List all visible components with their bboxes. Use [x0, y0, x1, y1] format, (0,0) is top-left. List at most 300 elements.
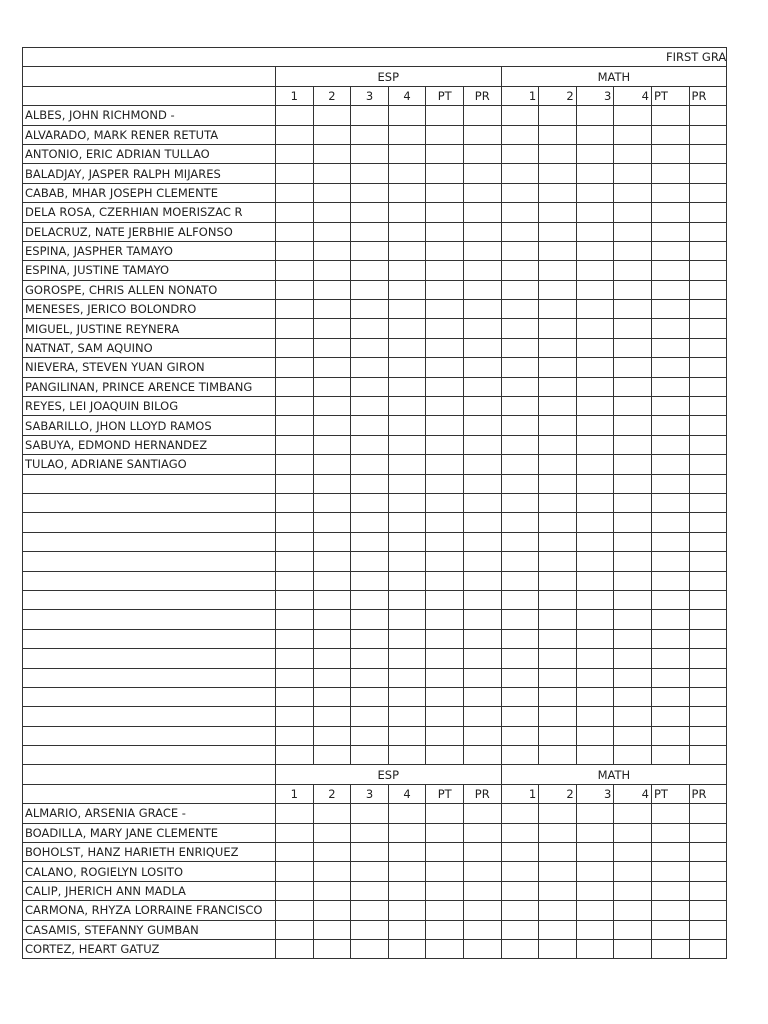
grade-cell: [614, 416, 652, 435]
grade-cell: [501, 687, 539, 706]
grade-cell: [426, 668, 464, 687]
student-row: [23, 164, 727, 183]
grade-cell: [463, 939, 501, 958]
grade-cell: [388, 203, 426, 222]
grade-cell: [463, 183, 501, 202]
grade-cell: [463, 435, 501, 454]
grade-cell: [614, 203, 652, 222]
grade-cell: [501, 222, 539, 241]
grade-cell: [614, 164, 652, 183]
grade-cell: [313, 474, 351, 493]
grade-cell: [351, 241, 389, 260]
grade-cell: [351, 493, 389, 512]
grade-cell: [576, 649, 614, 668]
grade-cell: [463, 377, 501, 396]
grade-cell: [388, 513, 426, 532]
grade-cell: [501, 493, 539, 512]
grade-cell: [689, 590, 727, 609]
grade-cell: [276, 397, 314, 416]
grade-cell: [388, 804, 426, 823]
grade-cell: [276, 241, 314, 260]
grade-cell: [614, 261, 652, 280]
grade-cell: [576, 338, 614, 357]
grade-cell: [388, 726, 426, 745]
subject-header-blank: [23, 765, 276, 784]
grade-cell: [539, 610, 577, 629]
grade-cell: [689, 939, 727, 958]
grade-cell: [689, 203, 727, 222]
grade-cell: [539, 746, 577, 765]
grade-cell: [351, 125, 389, 144]
math-column-header: 3: [576, 86, 614, 105]
grade-cell: [689, 532, 727, 551]
grade-cell: [351, 261, 389, 280]
grade-cell: [651, 241, 689, 260]
grade-cell: [501, 144, 539, 163]
grade-cell: [651, 319, 689, 338]
grade-cell: [576, 183, 614, 202]
grade-cell: [313, 164, 351, 183]
grade-cell: [576, 377, 614, 396]
grade-cell: [351, 939, 389, 958]
grade-cell: [651, 435, 689, 454]
grade-cell: [651, 125, 689, 144]
grade-cell: [576, 416, 614, 435]
grade-cell: [463, 338, 501, 357]
grade-cell: [276, 435, 314, 454]
grade-cell: [313, 280, 351, 299]
grade-cell: [276, 416, 314, 435]
grade-cell: [351, 397, 389, 416]
esp-column-header: 2: [313, 784, 351, 803]
esp-column-header: PT: [426, 784, 464, 803]
student-name: PANGILINAN, PRINCE ARENCE TIMBANG: [23, 377, 276, 396]
grade-cell: [313, 300, 351, 319]
grade-cell: [276, 474, 314, 493]
grade-cell: [539, 377, 577, 396]
student-row: [23, 649, 727, 668]
grade-cell: [351, 610, 389, 629]
subject-header-math: MATH: [501, 765, 727, 784]
grade-cell: [689, 649, 727, 668]
grade-cell: [426, 552, 464, 571]
grade-cell: [539, 455, 577, 474]
grade-cell: [276, 106, 314, 125]
grade-cell: [351, 280, 389, 299]
grade-cell: [501, 843, 539, 862]
grade-cell: [276, 590, 314, 609]
grade-cell: [351, 571, 389, 590]
grade-cell: [689, 862, 727, 881]
student-name: ESPINA, JUSTINE TAMAYO: [23, 261, 276, 280]
grade-cell: [388, 707, 426, 726]
grade-cell: [388, 862, 426, 881]
grade-cell: [463, 144, 501, 163]
grade-cell: [501, 358, 539, 377]
grade-cell: [463, 125, 501, 144]
grade-cell: [313, 397, 351, 416]
grade-cell: [388, 455, 426, 474]
grade-cell: [351, 843, 389, 862]
grade-cell: [501, 629, 539, 648]
grade-cell: [351, 823, 389, 842]
grade-cell: [614, 106, 652, 125]
student-name: ESPINA, JASPHER TAMAYO: [23, 241, 276, 260]
esp-column-header: 3: [351, 86, 389, 105]
grade-cell: [388, 106, 426, 125]
student-name: NATNAT, SAM AQUINO: [23, 338, 276, 357]
grade-cell: [651, 144, 689, 163]
grade-cell: [576, 843, 614, 862]
grade-cell: [501, 707, 539, 726]
student-row: [23, 629, 727, 648]
grade-cell: [388, 241, 426, 260]
grade-cell: [651, 746, 689, 765]
student-name: CABAB, MHAR JOSEPH CLEMENTE: [23, 183, 276, 202]
student-name: ALMARIO, ARSENIA GRACE -: [23, 804, 276, 823]
grade-cell: [689, 144, 727, 163]
student-name: NIEVERA, STEVEN YUAN GIRON: [23, 358, 276, 377]
grade-cell: [463, 610, 501, 629]
grade-cell: [689, 823, 727, 842]
grade-cell: [463, 513, 501, 532]
grade-cell: [651, 843, 689, 862]
section2-subject-header-row: [23, 765, 727, 784]
grade-cell: [463, 280, 501, 299]
grade-cell: [388, 164, 426, 183]
grade-cell: [539, 881, 577, 900]
grade-cell: [651, 222, 689, 241]
grade-cell: [276, 571, 314, 590]
grade-cell: [576, 532, 614, 551]
grade-cell: [689, 455, 727, 474]
grade-cell: [614, 610, 652, 629]
student-row: [23, 513, 727, 532]
student-name: [23, 649, 276, 668]
grade-cell: [426, 862, 464, 881]
grade-cell: [614, 668, 652, 687]
grade-cell: [689, 513, 727, 532]
grade-cell: [463, 164, 501, 183]
grade-cell: [576, 474, 614, 493]
grade-cell: [689, 241, 727, 260]
grade-cell: [388, 397, 426, 416]
grade-cell: [539, 532, 577, 551]
grade-cell: [689, 300, 727, 319]
grade-cell: [276, 901, 314, 920]
grade-cell: [426, 629, 464, 648]
student-name: DELA ROSA, CZERHIAN MOERISZAC R: [23, 203, 276, 222]
grade-cell: [351, 183, 389, 202]
grade-cell: [426, 474, 464, 493]
student-row: [23, 125, 727, 144]
grade-cell: [426, 435, 464, 454]
student-row: [23, 377, 727, 396]
grade-cell: [388, 125, 426, 144]
grade-cell: [501, 261, 539, 280]
grade-cell: [426, 610, 464, 629]
grade-cell: [614, 435, 652, 454]
grade-cell: [576, 241, 614, 260]
grade-cell: [689, 416, 727, 435]
grade-cell: [539, 687, 577, 706]
grade-cell: [501, 668, 539, 687]
grade-cell: [651, 571, 689, 590]
grade-cell: [426, 416, 464, 435]
grade-cell: [313, 106, 351, 125]
grade-cell: [388, 416, 426, 435]
esp-column-header: 1: [276, 784, 314, 803]
grade-cell: [351, 881, 389, 900]
grade-cell: [576, 726, 614, 745]
grade-cell: [351, 513, 389, 532]
grade-cell: [351, 804, 389, 823]
grade-cell: [463, 862, 501, 881]
grade-cell: [539, 707, 577, 726]
math-column-header: 4: [614, 784, 652, 803]
grade-cell: [614, 726, 652, 745]
grade-cell: [463, 552, 501, 571]
grade-cell: [651, 183, 689, 202]
grade-cell: [276, 939, 314, 958]
grade-cell: [576, 144, 614, 163]
grade-cell: [313, 610, 351, 629]
grade-cell: [576, 571, 614, 590]
grade-cell: [539, 552, 577, 571]
grade-cell: [651, 280, 689, 299]
grade-cell: [351, 687, 389, 706]
student-name: BALADJAY, JASPER RALPH MIJARES: [23, 164, 276, 183]
student-row: [23, 455, 727, 474]
grade-cell: [614, 746, 652, 765]
grade-cell: [426, 571, 464, 590]
grade-cell: [351, 590, 389, 609]
grade-cell: [539, 474, 577, 493]
grade-cell: [426, 493, 464, 512]
grade-cell: [313, 377, 351, 396]
grade-cell: [276, 125, 314, 144]
grade-cell: [651, 474, 689, 493]
student-row: [23, 920, 727, 939]
grade-cell: [463, 843, 501, 862]
esp-column-header: PT: [426, 86, 464, 105]
grade-cell: [351, 106, 389, 125]
math-column-header: 3: [576, 784, 614, 803]
grade-cell: [463, 804, 501, 823]
grade-cell: [463, 920, 501, 939]
grade-cell: [463, 358, 501, 377]
grade-cell: [388, 532, 426, 551]
grade-cell: [426, 707, 464, 726]
grade-cell: [313, 590, 351, 609]
grade-cell: [689, 901, 727, 920]
grade-cell: [651, 203, 689, 222]
grade-cell: [501, 862, 539, 881]
grade-cell: [426, 377, 464, 396]
grade-cell: [614, 319, 652, 338]
student-name: GOROSPE, CHRIS ALLEN NONATO: [23, 280, 276, 299]
grade-cell: [539, 319, 577, 338]
math-column-header: 1: [501, 784, 539, 803]
student-row: [23, 726, 727, 745]
grade-cell: [313, 823, 351, 842]
grade-cell: [689, 668, 727, 687]
grade-cell: [651, 416, 689, 435]
math-column-header: 2: [539, 86, 577, 105]
grade-cell: [351, 144, 389, 163]
grade-cell: [689, 377, 727, 396]
student-name: [23, 474, 276, 493]
grade-cell: [388, 338, 426, 357]
student-row: [23, 687, 727, 706]
grade-cell: [313, 435, 351, 454]
student-row: [23, 862, 727, 881]
student-name: CORTEZ, HEART GATUZ: [23, 939, 276, 958]
grade-cell: [276, 513, 314, 532]
grade-cell: [501, 377, 539, 396]
grade-cell: [614, 474, 652, 493]
grade-cell: [651, 668, 689, 687]
student-row: [23, 881, 727, 900]
student-name: [23, 513, 276, 532]
grade-cell: [351, 746, 389, 765]
grade-cell: [539, 513, 577, 532]
grade-cell: [463, 532, 501, 551]
student-row: [23, 222, 727, 241]
grade-cell: [351, 377, 389, 396]
esp-column-header: PR: [463, 86, 501, 105]
grade-cell: [614, 552, 652, 571]
grade-cell: [501, 474, 539, 493]
grade-cell: [576, 280, 614, 299]
grade-cell: [388, 183, 426, 202]
grade-cell: [426, 532, 464, 551]
grade-cell: [426, 843, 464, 862]
grade-cell: [614, 183, 652, 202]
grade-cell: [388, 881, 426, 900]
grade-cell: [313, 493, 351, 512]
grade-cell: [313, 571, 351, 590]
grade-cell: [388, 610, 426, 629]
math-column-header: PT: [651, 784, 689, 803]
section1-column-header-row: [23, 86, 727, 105]
grade-cell: [426, 338, 464, 357]
grade-cell: [501, 435, 539, 454]
grade-cell: [351, 862, 389, 881]
grade-cell: [388, 493, 426, 512]
grade-cell: [651, 300, 689, 319]
grade-cell: [501, 397, 539, 416]
student-name: BOHOLST, HANZ HARIETH ENRIQUEZ: [23, 843, 276, 862]
grade-cell: [689, 493, 727, 512]
grade-cell: [614, 455, 652, 474]
grade-cell: [388, 280, 426, 299]
grade-cell: [426, 203, 464, 222]
grade-cell: [501, 280, 539, 299]
grade-cell: [426, 358, 464, 377]
grade-cell: [276, 300, 314, 319]
grade-cell: [351, 649, 389, 668]
grade-cell: [539, 649, 577, 668]
student-name: CALIP, JHERICH ANN MADLA: [23, 881, 276, 900]
grade-cell: [576, 455, 614, 474]
grade-cell: [614, 144, 652, 163]
grade-cell: [539, 571, 577, 590]
grade-cell: [276, 164, 314, 183]
grade-cell: [501, 203, 539, 222]
grade-cell: [388, 358, 426, 377]
grade-cell: [388, 629, 426, 648]
section2-column-header-row: [23, 784, 727, 803]
student-row: [23, 668, 727, 687]
grade-cell: [689, 435, 727, 454]
grade-cell: [539, 280, 577, 299]
grade-cell: [689, 707, 727, 726]
grade-cell: [576, 493, 614, 512]
grade-cell: [651, 513, 689, 532]
esp-column-header: PR: [463, 784, 501, 803]
grade-cell: [614, 241, 652, 260]
grade-cell: [651, 590, 689, 609]
grade-cell: [689, 804, 727, 823]
grade-cell: [313, 668, 351, 687]
grade-cell: [651, 920, 689, 939]
grade-cell: [501, 610, 539, 629]
grade-cell: [388, 746, 426, 765]
grade-cell: [501, 319, 539, 338]
grade-cell: [651, 261, 689, 280]
grade-cell: [313, 707, 351, 726]
student-row: [23, 804, 727, 823]
grade-cell: [651, 804, 689, 823]
grade-cell: [501, 338, 539, 357]
grade-cell: [651, 629, 689, 648]
grade-cell: [539, 106, 577, 125]
grade-cell: [576, 319, 614, 338]
grade-cell: [689, 571, 727, 590]
grade-cell: [463, 649, 501, 668]
student-row: [23, 241, 727, 260]
grade-cell: [539, 241, 577, 260]
student-name: [23, 687, 276, 706]
student-row: [23, 571, 727, 590]
esp-column-header: 4: [388, 784, 426, 803]
math-column-header: 2: [539, 784, 577, 803]
grade-cell: [463, 901, 501, 920]
grade-cell: [276, 804, 314, 823]
student-row: [23, 939, 727, 958]
grade-cell: [388, 474, 426, 493]
grade-cell: [689, 164, 727, 183]
grade-cell: [614, 377, 652, 396]
grade-cell: [501, 552, 539, 571]
grade-cell: [539, 804, 577, 823]
grade-cell: [388, 222, 426, 241]
student-row: [23, 493, 727, 512]
student-name: [23, 571, 276, 590]
grade-cell: [614, 843, 652, 862]
student-row: [23, 183, 727, 202]
student-row: [23, 610, 727, 629]
grade-cell: [313, 649, 351, 668]
grade-cell: [651, 649, 689, 668]
student-row: [23, 203, 727, 222]
grade-cell: [689, 920, 727, 939]
grade-cell: [463, 823, 501, 842]
grade-cell: [351, 532, 389, 551]
grade-cell: [426, 649, 464, 668]
grade-cell: [463, 106, 501, 125]
